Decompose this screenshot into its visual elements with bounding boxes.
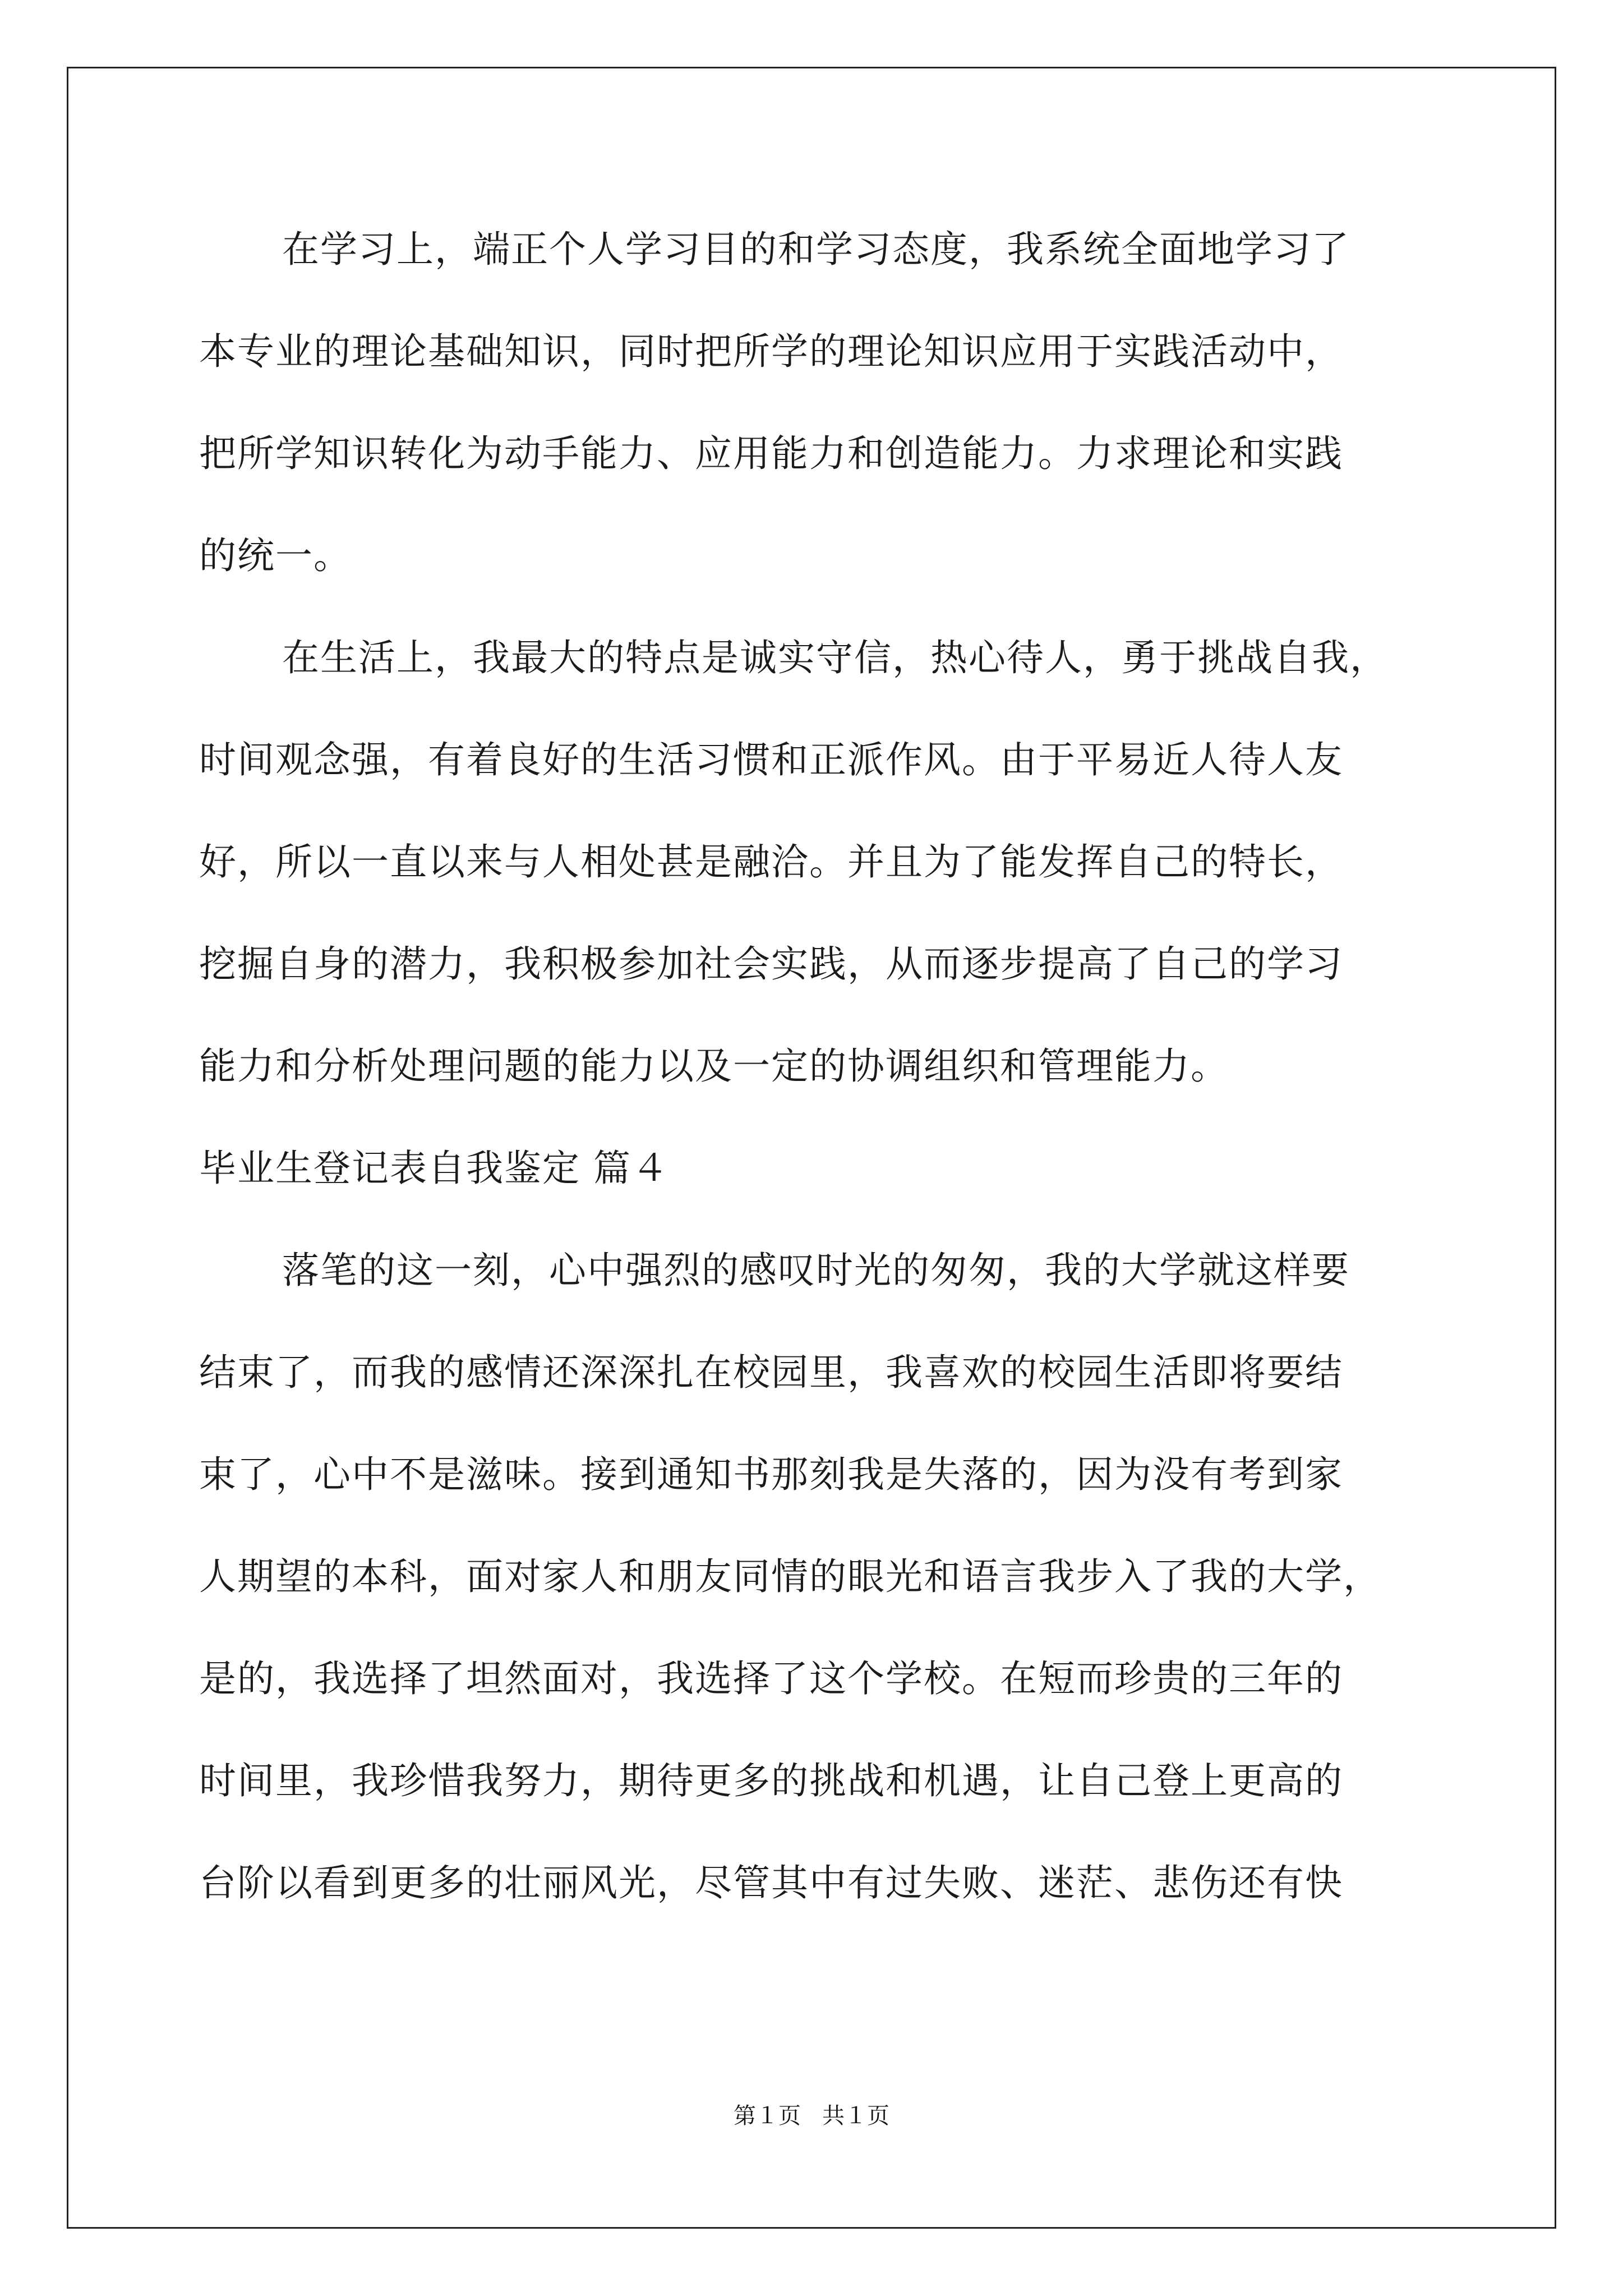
text-line: 人期望的本科，面对家人和朋友同情的眼光和语言我步入了我的大学， xyxy=(199,1555,1381,1598)
text-line: 在学习上，端正个人学习目的和学习态度，我系统全面地学习了 xyxy=(282,228,1350,271)
document-body xyxy=(199,216,1450,1952)
text-line: 束了，心中不是滋味。接到通知书那刻我是失落的，因为没有考到家 xyxy=(199,1453,1343,1496)
page-footer xyxy=(0,2098,1623,2130)
text-line: 台阶以看到更多的壮丽风光，尽管其中有过失败、迷茫、悲伤还有快 xyxy=(199,1861,1343,1904)
text-line: 落笔的这一刻，心中强烈的感叹时光的匆匆，我的大学就这样要 xyxy=(282,1249,1350,1292)
section-heading: 毕业生登记表自我鉴定 篇４ xyxy=(199,1147,670,1190)
text-line: 的统一。 xyxy=(199,534,352,577)
text-line: 能力和分析处理问题的能力以及一定的协调组织和管理能力。 xyxy=(199,1045,1229,1088)
text-line: 在生活上，我最大的特点是诚实守信，热心待人，勇于挑战自我， xyxy=(282,636,1388,679)
text-line: 时间观念强，有着良好的生活习惯和正派作风。由于平易近人待人友 xyxy=(199,738,1343,781)
text-line: 时间里，我珍惜我努力，期待更多的挑战和机遇，让自己登上更高的 xyxy=(199,1759,1343,1802)
text-line: 挖掘自身的潜力，我积极参加社会实践，从而逐步提高了自己的学习 xyxy=(199,942,1343,986)
page-number: 第１页 xyxy=(734,2103,801,2128)
page-total: 共１页 xyxy=(822,2103,889,2128)
text-line: 本专业的理论基础知识，同时把所学的理论知识应用于实践活动中， xyxy=(199,330,1343,373)
text-line: 好，所以一直以来与人相处甚是融洽。并且为了能发挥自己的特长， xyxy=(199,840,1343,884)
text-line: 结束了，而我的感情还深深扎在校园里，我喜欢的校园生活即将要结 xyxy=(199,1351,1343,1394)
text-line: 是的，我选择了坦然面对，我选择了这个学校。在短而珍贵的三年的 xyxy=(199,1657,1343,1700)
text-line: 把所学知识转化为动手能力、应用能力和创造能力。力求理论和实践 xyxy=(199,432,1343,475)
